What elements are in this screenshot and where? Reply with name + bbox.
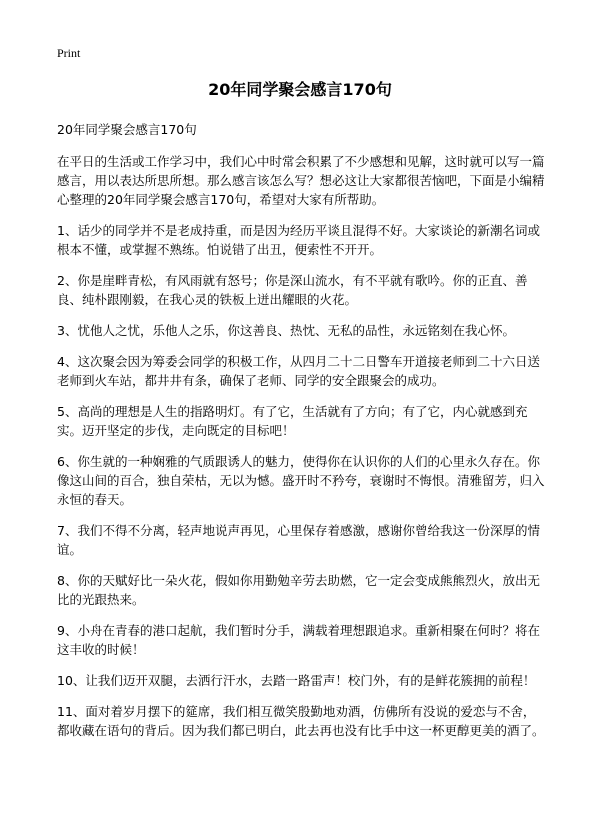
print-link[interactable]: Print — [57, 46, 81, 60]
list-item: 7、我们不得不分离，轻声地说声再见，心里保存着感激，感谢你曾给我这一份深厚的情谊。 — [57, 523, 540, 557]
list-item: 2、你是崖畔青松，有风雨就有怒号；你是深山流水，有不平就有歌吟。你的正直、善良、纯朴跟刚毅，在我心灵的铁板上迸出耀眼的火花。 — [57, 273, 528, 307]
document-subtitle: 20年同学聚会感言170句 — [57, 122, 197, 137]
list-item: 8、你的天赋好比一朵火花，假如你用勤勉辛劳去助燃，它一定会变成熊熊烈火，放出无比的光跟热来。 — [57, 573, 540, 607]
list-item: 11、面对着岁月摆下的筵席，我们相互微笑殷勤地劝酒，仿佛所有没说的爱恋与不舍，都收藏在语句的背后。因为我们都已明白，此去再也没有比手中这一杯更醇更美的酒了。 — [57, 704, 545, 738]
list-item: 6、你生就的一种娴雅的气质跟诱人的魅力，使得你在认识你的人们的心里永久存在。你像这山间的百合，独自荣枯，无以为憾。盛开时不矜夸，衰谢时不悔恨。清雅留芳，归入永恒的春天。 — [57, 454, 545, 507]
document-body — [57, 120, 547, 752]
list-item: 1、话少的同学并不是老成持重，而是因为经历平谈且混得不好。大家谈论的新潮名词或根本不懂，或掌握不熟练。怕说错了出丑，便索性不开开。 — [57, 223, 540, 257]
list-item: 3、忧他人之忧，乐他人之乐，你这善良、热忱、无私的品性，永远铭刻在我心怀。 — [57, 323, 515, 338]
list-item: 9、小舟在青春的港口起航，我们暂时分手，满载着理想跟追求。重新相聚在何时？将在这丰收的时候！ — [57, 623, 540, 657]
intro-paragraph: 在平日的生活或工作学习中，我们心中时常会积累了不少感想和见解，这时就可以写一篇感言，用以表达所思所想。那么感言该怎么写？想必这让大家都很苦恼吧，下面是小编精心整理的20年同学聚会感言170句，希望对大家有所帮助。 — [57, 154, 545, 207]
list-item: 5、高尚的理想是人生的指路明灯。有了它，生活就有了方向；有了它，内心就感到充实。迈开坚定的步伐，走向既定的目标吧！ — [57, 404, 528, 438]
list-item: 10、让我们迈开双腿，去洒行汗水，去踏一路雷声！校门外，有的是鲜花簇拥的前程！ — [57, 673, 536, 688]
list-item: 4、这次聚会因为筹委会同学的积极工作，从四月二十二日警车开道接老师到二十六日送老师到火车站，都井井有条，确保了老师、同学的安全跟聚会的成功。 — [57, 354, 540, 388]
page-title: 20年同学聚会感言170句 — [208, 80, 392, 99]
